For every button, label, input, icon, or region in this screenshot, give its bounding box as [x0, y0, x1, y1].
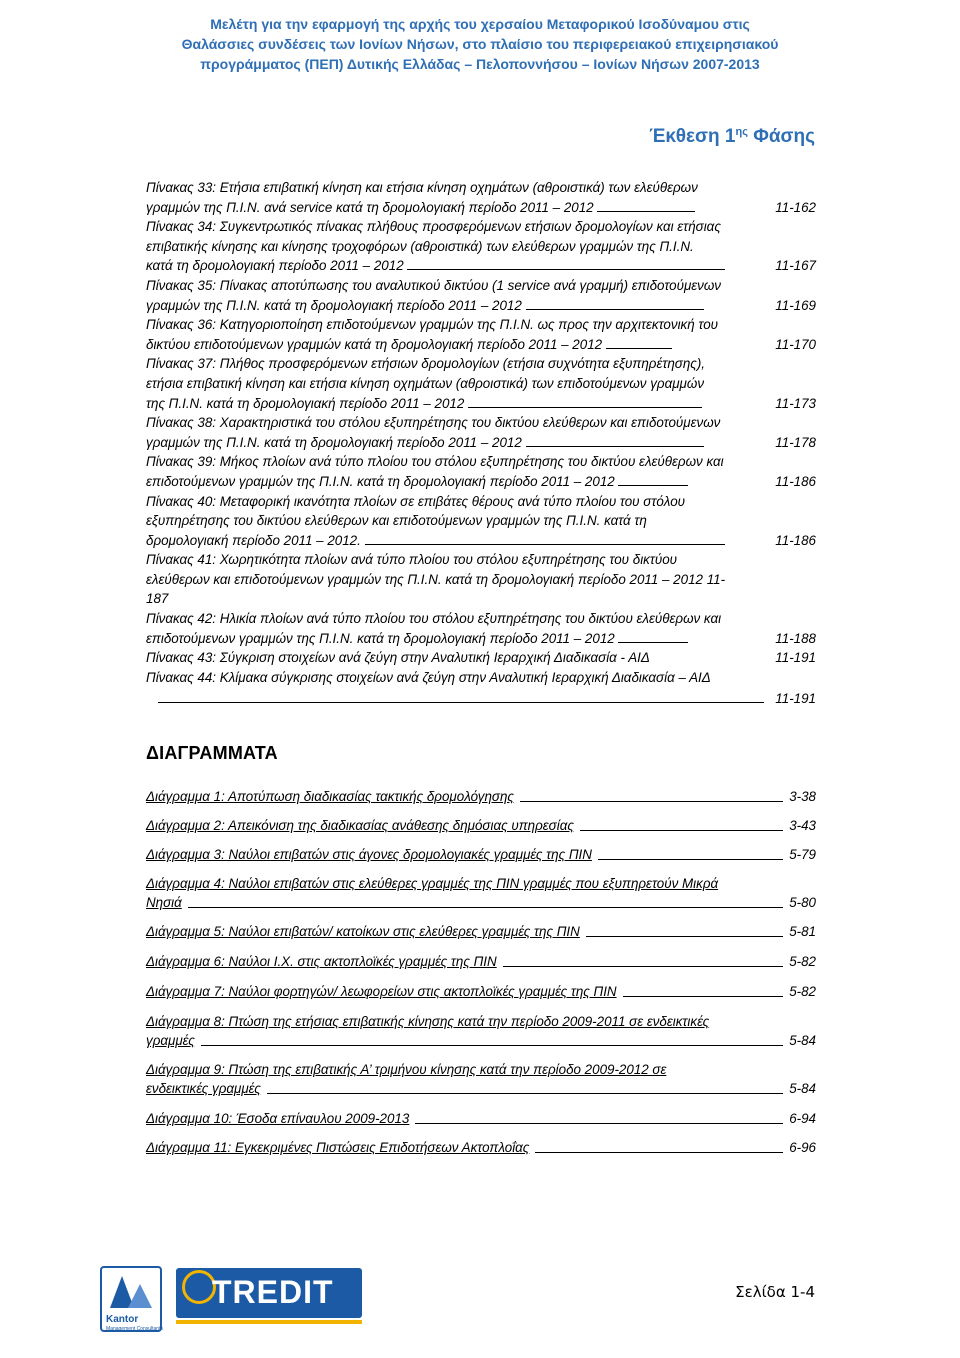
toc-entry-line: [146, 296, 816, 316]
page-number: Σελίδα 1-4: [735, 1283, 815, 1301]
phase-title-main: Έκθεση 1: [649, 126, 736, 147]
tredit-logo-bar: [176, 1320, 362, 1324]
diagram-entry[interactable]: [146, 787, 816, 806]
phase-title-rest: Φάσης: [747, 126, 815, 147]
toc-page-number: 11-170: [775, 336, 816, 352]
diagrams-heading: ΔΙΑΓΡΑΜΜΑΤΑ: [146, 743, 278, 763]
toc-entry[interactable]: [146, 550, 816, 570]
dot-leader: [201, 1044, 783, 1046]
toc-entry[interactable]: [146, 492, 816, 512]
diagram-page-number: 6-94: [789, 1111, 816, 1126]
diagram-entry-text: γραμμές: [146, 1033, 195, 1048]
toc-entry-line: [146, 335, 816, 355]
header-line-3: προγράμματος (ΠΕΠ) Δυτικής Ελλάδας – Πελοποννήσου – Ιονίων Νήσων 2007-2013: [200, 56, 760, 72]
diagram-entry-text: Διάγραμμα 1: Αποτύπωση διαδικασίας τακτικής δρομολόγησης: [146, 789, 514, 804]
toc-entry-line: [146, 472, 816, 492]
toc-entry-line: [146, 433, 816, 453]
diagram-entry[interactable]: [146, 1012, 816, 1050]
diagram-entry[interactable]: [146, 874, 816, 912]
dot-leader: [158, 701, 764, 703]
header-line-2: Θαλάσσιες συνδέσεις των Ιονίων Νήσων, στο πλαίσιο του περιφερειακού επιχειρησιακού: [181, 36, 779, 52]
toc-entry-line: [146, 589, 816, 609]
toc-entry-line: [146, 237, 816, 257]
toc-page-number: 11-188: [775, 630, 816, 646]
diagram-entry[interactable]: [146, 1109, 816, 1128]
toc-entry-text: ελεύθερων και επιδοτούμενων γραμμών της Π.Ι.Ν. κατά τη δρομολογιακή περίοδο 2011 – 2012 11-: [146, 571, 726, 587]
diagram-page-number: 5-82: [789, 984, 816, 999]
toc-entry-text: Πίνακας 38: Χαρακτηριστικά του στόλου εξυπηρέτησης του δικτύου ελεύθερων και επιδοτούμενων: [146, 415, 721, 431]
toc-entry-text: επιδοτούμενων γραμμών της Π.Ι.Ν. κατά τη δρομολογιακή περίοδο 2011 – 2012: [146, 473, 615, 489]
toc-entry-text: Πίνακας 41: Χωρητικότητα πλοίων ανά τύπο πλοίου του στόλου εξυπηρέτησης του δικτύου: [146, 552, 678, 568]
dot-leader: [535, 1151, 783, 1153]
toc-entry-line: [146, 531, 816, 551]
toc-entry-text: 187: [146, 591, 169, 607]
document-header: [120, 14, 840, 74]
toc-entry[interactable]: [146, 609, 816, 629]
kantor-logo-subtext: Management Consultants: [106, 1326, 163, 1332]
toc-entry-text: Πίνακας 39: Μήκος πλοίων ανά τύπο πλοίου του στόλου εξυπηρέτησης του δικτύου ελεύθερων και: [146, 454, 724, 470]
diagram-entry-text: Διάγραμμα 9: Πτώση της επιβατικής Α’ τριμήνου κίνησης κατά την περίοδο 2009-2012 σε: [146, 1062, 667, 1077]
toc-page-number: 11-191: [775, 650, 816, 666]
toc-page-number: 11-162: [775, 199, 816, 215]
diagram-entry-text: Διάγραμμα 4: Ναύλοι επιβατών στις ελεύθερες γραμμές της ΠΙΝ γραμμές που εξυπηρετούν Μικρά: [146, 876, 719, 891]
toc-entry-text: ετήσια επιβατική κίνηση και ετήσια κίνηση οχημάτων (αθροιστικά) των επιδοτούμενων γραμμών: [146, 375, 705, 391]
toc-entry-line: [146, 511, 816, 531]
toc-page-number: 11-191: [775, 691, 816, 707]
diagram-entry-text: Νησιά: [146, 895, 182, 910]
diagram-entry-text: Διάγραμμα 11: Εγκεκριμένες Πιστώσεις Επιδοτήσεων Ακτοπλοΐας: [146, 1140, 530, 1155]
toc-entry-text: Πίνακας 33: Ετήσια επιβατική κίνηση και ετήσια κίνηση οχημάτων (αθροιστικά) των ελεύθερων: [146, 180, 698, 195]
dot-leader: [526, 308, 704, 310]
kantor-logo-text: Kantor: [106, 1314, 139, 1325]
toc-entry-text: Πίνακας 43: Σύγκριση στοιχείων ανά ζεύγη στην Αναλυτική Ιεραρχική Διαδικασία - ΑΙΔ: [146, 650, 650, 666]
toc-entry[interactable]: [146, 648, 816, 668]
dot-leader: [618, 484, 688, 486]
diagram-entry[interactable]: [146, 816, 816, 835]
dot-leader: [520, 800, 783, 802]
diagram-page-number: 3-38: [789, 789, 816, 804]
dot-leader: [597, 210, 695, 212]
tredit-logo-text: TREDIT: [212, 1274, 334, 1310]
diagram-page-number: 3-43: [789, 818, 816, 833]
toc-entry-text: Πίνακας 42: Ηλικία πλοίων ανά τύπο πλοίου του στόλου εξυπηρέτησης του δικτύου ελεύθερων και: [146, 611, 722, 627]
diagram-page-number: 5-79: [789, 847, 816, 862]
toc-entry[interactable]: [146, 217, 816, 237]
dot-leader: [365, 543, 725, 545]
toc-entry-line: [146, 256, 816, 276]
toc-entry-text: γραμμών της Π.Ι.Ν. κατά τη δρομολογιακή περίοδο 2011 – 2012: [146, 297, 522, 313]
toc-entry[interactable]: [146, 178, 816, 198]
toc-entry[interactable]: [146, 276, 816, 296]
dot-leader: [606, 347, 672, 349]
toc-entry-line: [146, 689, 816, 709]
toc-entry-text: Πίνακας 40: Μεταφορική ικανότητα πλοίων σε επιβάτες θέρους ανά τύπο πλοίου του στόλου: [146, 493, 686, 509]
toc-entry-text: γραμμών της Π.Ι.Ν. κατά τη δρομολογιακή περίοδο 2011 – 2012: [146, 434, 522, 450]
toc-page-number: 11-178: [775, 434, 816, 450]
diagram-entry[interactable]: [146, 922, 816, 941]
diagram-entry-text: Διάγραμμα 2: Απεικόνιση της διαδικασίας ανάθεσης δημόσιας υπηρεσίας: [146, 818, 574, 833]
diagram-entry[interactable]: [146, 845, 816, 864]
toc-page-number: 11-186: [775, 532, 816, 548]
dot-leader: [623, 995, 784, 997]
toc-entry-text: Πίνακας 35: Πίνακας αποτύπωσης του αναλυτικού δικτύου (1 service ανά γραμμή) επιδοτούμενων: [146, 277, 721, 293]
dot-leader: [526, 445, 704, 447]
diagram-page-number: 5-80: [789, 895, 816, 910]
dot-leader: [407, 268, 725, 270]
dot-leader: [468, 406, 702, 408]
toc-entry-text: επιδοτούμενων γραμμών της Π.Ι.Ν. κατά τη δρομολογιακή περίοδο 2011 – 2012: [146, 630, 615, 646]
diagram-entry[interactable]: [146, 982, 816, 1001]
diagram-page-number: 5-81: [789, 924, 816, 939]
toc-entry-text: γραμμών της Π.Ι.Ν. ανά service κατά τη δρομολογιακή περίοδο 2011 – 2012: [146, 199, 594, 215]
phase-title: [649, 126, 815, 148]
tables-list: [146, 178, 816, 709]
toc-entry-line: [146, 374, 816, 394]
toc-entry-text: κατά τη δρομολογιακή περίοδο 2011 – 2012: [146, 258, 404, 274]
diagram-entry-text: Διάγραμμα 5: Ναύλοι επιβατών/ κατοίκων στις ελεύθερες γραμμές της ΠΙΝ: [146, 924, 580, 939]
dot-leader: [188, 906, 783, 908]
footer-logos: [100, 1262, 370, 1342]
diagram-entry[interactable]: [146, 952, 816, 971]
diagram-entry-text: Διάγραμμα 3: Ναύλοι επιβατών στις άγονες δρομολογιακές γραμμές της ΠΙΝ: [146, 847, 592, 862]
toc-entry-text: Πίνακας 44: Κλίμακα σύγκρισης στοιχείων ανά ζεύγη στην Αναλυτική Ιεραρχική Διαδικασία – ΑΙΔ: [146, 669, 711, 685]
diagram-entry-text: ενδεικτικές γραμμές: [146, 1081, 261, 1096]
toc-entry-text: Πίνακας 36: Κατηγοριοποίηση επιδοτούμενων γραμμών της Π.Ι.Ν. ως προς την αρχιτεκτονική του: [146, 317, 719, 333]
dot-leader: [598, 858, 783, 860]
toc-page-number: 11-173: [775, 395, 816, 411]
toc-entry-line: [146, 570, 816, 590]
dot-leader: [415, 1122, 783, 1124]
toc-entry-text: εξυπηρέτησης του δικτύου ελεύθερων και επιδοτούμενων γραμμών της Π.Ι.Ν. κατά τη: [146, 513, 647, 529]
diagram-entry-text: Διάγραμμα 7: Ναύλοι φορτηγών/ λεωφορείων στις ακτοπλοϊκές γραμμές της ΠΙΝ: [146, 984, 617, 999]
toc-entry-text: Πίνακας 34: Συγκεντρωτικός πίνακας πλήθους προσφερόμενων ετήσιων δρομολογίων και ετήσιας: [146, 219, 721, 235]
phase-title-sup: ης: [735, 126, 748, 138]
dot-leader: [267, 1092, 783, 1094]
diagram-page-number: 5-84: [789, 1033, 816, 1048]
toc-entry-line: [146, 629, 816, 649]
toc-entry-text: δρομολογιακή περίοδο 2011 – 2012.: [146, 532, 361, 548]
toc-page-number: 11-167: [775, 258, 816, 274]
header-line-1: Μελέτη για την εφαρμογή της αρχής του χερσαίου Μεταφορικού Ισοδύναμου στις: [210, 16, 750, 32]
toc-entry[interactable]: [146, 452, 816, 472]
diagram-entry[interactable]: [146, 1060, 816, 1098]
toc-page-number: 11-186: [775, 473, 816, 489]
toc-entry[interactable]: [146, 413, 816, 433]
dot-leader: [503, 965, 784, 967]
dot-leader: [580, 829, 783, 831]
diagram-entry[interactable]: [146, 1138, 816, 1157]
toc-entry-line: [146, 394, 816, 414]
toc-entry[interactable]: [146, 668, 816, 688]
diagram-page-number: 5-84: [789, 1081, 816, 1096]
toc-entry[interactable]: [146, 315, 816, 335]
toc-entry-text: δικτύου επιδοτούμενων γραμμών κατά τη δρομολογιακή περίοδο 2011 – 2012: [146, 336, 603, 352]
toc-entry-text: επιβατικής κίνησης και κίνησης τροχοφόρων (αθροιστικά) των ελεύθερων γραμμών της Π.Ι.Ν.: [146, 238, 694, 254]
kantor-logo-graphic: [102, 1268, 160, 1314]
toc-entry-text: Πίνακας 37: Πλήθος προσφερόμενων ετήσιων δρομολογίων (ετήσια συχνότητα εξυπηρέτησης),: [146, 356, 705, 372]
toc-page-number: 11-169: [775, 297, 816, 313]
diagram-entry-text: Διάγραμμα 6: Ναύλοι Ι.Χ. στις ακτοπλοϊκές γραμμές της ΠΙΝ: [146, 954, 497, 969]
diagram-entry-text: Διάγραμμα 8: Πτώση της ετήσιας επιβατικής κίνησης κατά την περίοδο 2009-2011 σε ενδεικτικές: [146, 1014, 710, 1029]
diagram-entry-text: Διάγραμμα 10: Έσοδα επίναυλου 2009-2013: [146, 1111, 410, 1126]
dot-leader: [618, 641, 688, 643]
diagram-page-number: 6-96: [789, 1140, 816, 1155]
diagram-page-number: 5-82: [789, 954, 816, 969]
toc-entry-text: της Π.Ι.Ν. κατά τη δρομολογιακή περίοδο 2011 – 2012: [146, 395, 465, 411]
dot-leader: [586, 935, 783, 937]
ship-wheel-icon: [182, 1270, 216, 1304]
toc-entry[interactable]: [146, 354, 816, 374]
toc-entry-line: [146, 198, 816, 218]
